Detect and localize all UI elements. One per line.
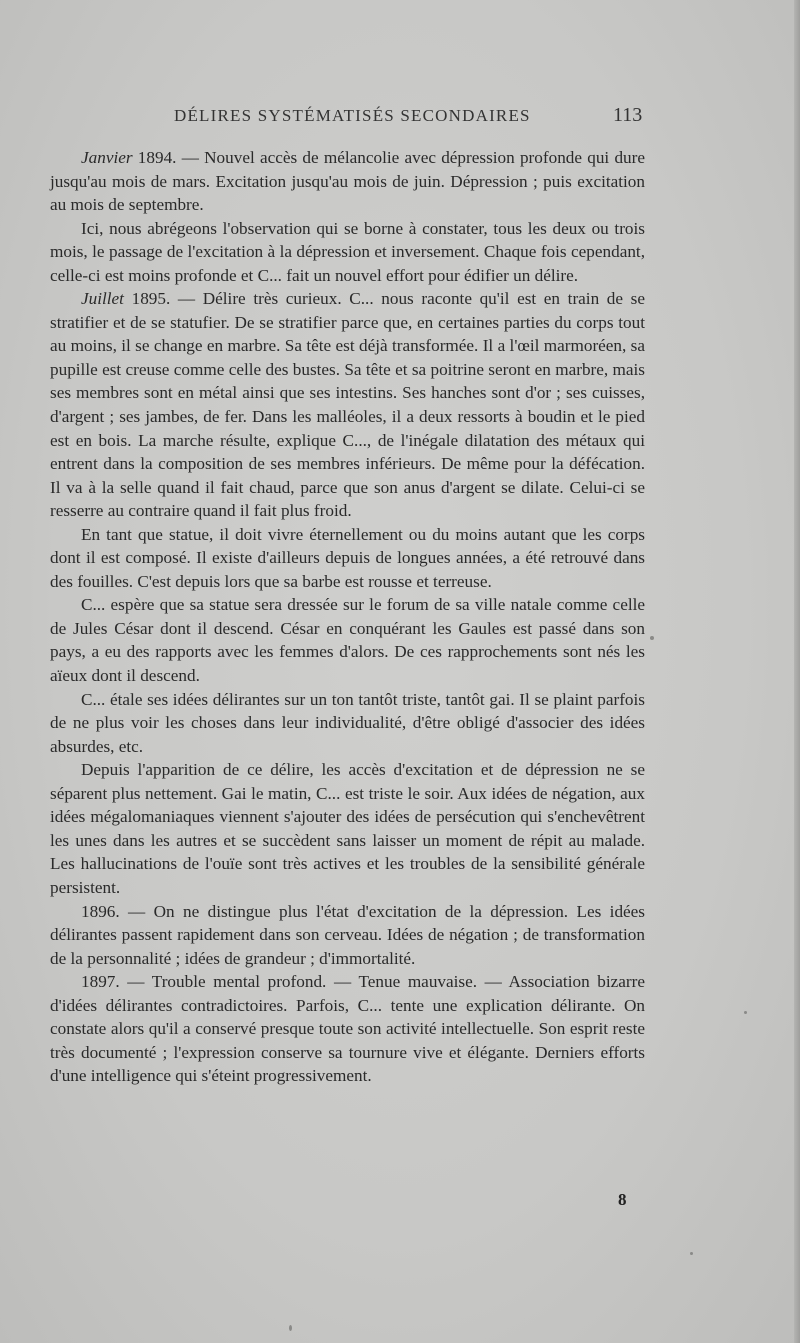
- paragraph-apparition: Depuis l'apparition de ce délire, les accès d'excitation et de dépression ne se séparent plus nettement. Gai le matin, C... est triste le soir. Aux idées de négation, aux idées mégalomaniaques viennent s'ajouter des idées de persécution qui s'enchevêtrent les unes dans les autres et se succèdent sans laisser un moment de répit au malade. Les hallucinations de l'ouïe sont très actives et les troubles de la sensibilité générale persistent.: [50, 760, 645, 897]
- paragraph-text: 1894. — Nouvel accès de mélancolie avec dépression profonde qui dure jusqu'au mois de mars. Excitation jusqu'au mois de juin. Dépression ; puis excitation au mois de septembre.: [50, 148, 645, 215]
- paragraph-forum: C... espère que sa statue sera dressée sur le forum de sa ville natale comme celle de Jules César dont il descend. César en conquérant les Gaules est passé dans son pays, a eu des rapports avec les femmes d'alors. De ces rapprochements sont nés les aïeux dont il descend.: [50, 595, 645, 686]
- paragraph-juillet-1895: [50, 287, 645, 522]
- body-text: [50, 146, 645, 1088]
- paragraph-janvier-1894: [50, 146, 645, 217]
- paper-speck: [744, 1011, 747, 1014]
- paper-speck: [650, 636, 654, 640]
- page-edge: [794, 0, 800, 1343]
- paper-speck: [690, 1252, 693, 1255]
- date-lead: Janvier: [81, 148, 133, 167]
- running-title: DÉLIRES SYSTÉMATISÉS SECONDAIRES: [174, 106, 531, 125]
- paragraph-1896: 1896. — On ne distingue plus l'état d'excitation de la dépression. Les idées délirantes passent rapidement dans son cerveau. Idées de négation ; de transformation de la personnalité ; idées de grandeur ; d'immortalité.: [50, 901, 645, 968]
- paragraph-ton: C... étale ses idées délirantes sur un ton tantôt triste, tantôt gai. Il se plaint parfois de ne plus voir les choses dans leur individualité, d'être obligé d'associer des idées absurdes, etc.: [50, 689, 645, 756]
- paragraph-1897: 1897. — Trouble mental profond. — Tenue mauvaise. — Association bizarre d'idées délirantes contradictoires. Parfois, C... tente une explication délirante. On constate alors qu'il a conservé presque toute son activité intellectuelle. Son esprit reste très documenté ; l'expression conserve sa tournure vive et élégante. Derniers efforts d'une intelligence qui s'éteint progressivement.: [50, 972, 645, 1086]
- paragraph-observation: Ici, nous abrégeons l'observation qui se borne à constater, tous les deux ou trois mois, le passage de l'excitation à la dépression et inversement. Chaque fois cependant, celle-ci est moins profonde et C... fait un nouvel effort pour édifier un délire.: [50, 218, 645, 285]
- page-number: 113: [613, 104, 643, 126]
- date-lead: Juillet: [81, 289, 124, 309]
- paragraph-text: 1895. — Délire très curieux. C... nous raconte qu'il est en train de se stratifier et de se statufier. De se stratifier parce que, en certaines parties du corps tout au moins, il se change en marbre. Sa tête est déjà transformée. Il a l'œil marmoréen, sa pupille est creuse comme celle des bustes. Sa tête et sa poitrine seront en marbre, mais ses membres sont en métal ainsi que ses intestins. Ses hanches sont d'or ; ses cuisses, d'argent ; ses jambes, de fer. Dans les malléoles, il a deux ressorts à boudin et le pied est en bois. La marche résulte, explique C..., de l'inégale dilatation des métaux qui entrent dans la composition de ses membres inférieurs. De même pour la défécation. Il va à la selle quand il fait chaud, parce que son anus d'argent se dilate. Celui-ci se resserre au contraire quand il fait plus froid.: [50, 289, 645, 521]
- paragraph-statue: En tant que statue, il doit vivre éternellement ou du moins autant que les corps dont il est composé. Il existe d'ailleurs depuis de longues années, a été retrouvé dans des fouilles. C'est depuis lors que sa barbe est rousse et terreuse.: [50, 524, 645, 591]
- signature-mark: 8: [618, 1190, 627, 1209]
- paper-speck: [289, 1325, 292, 1331]
